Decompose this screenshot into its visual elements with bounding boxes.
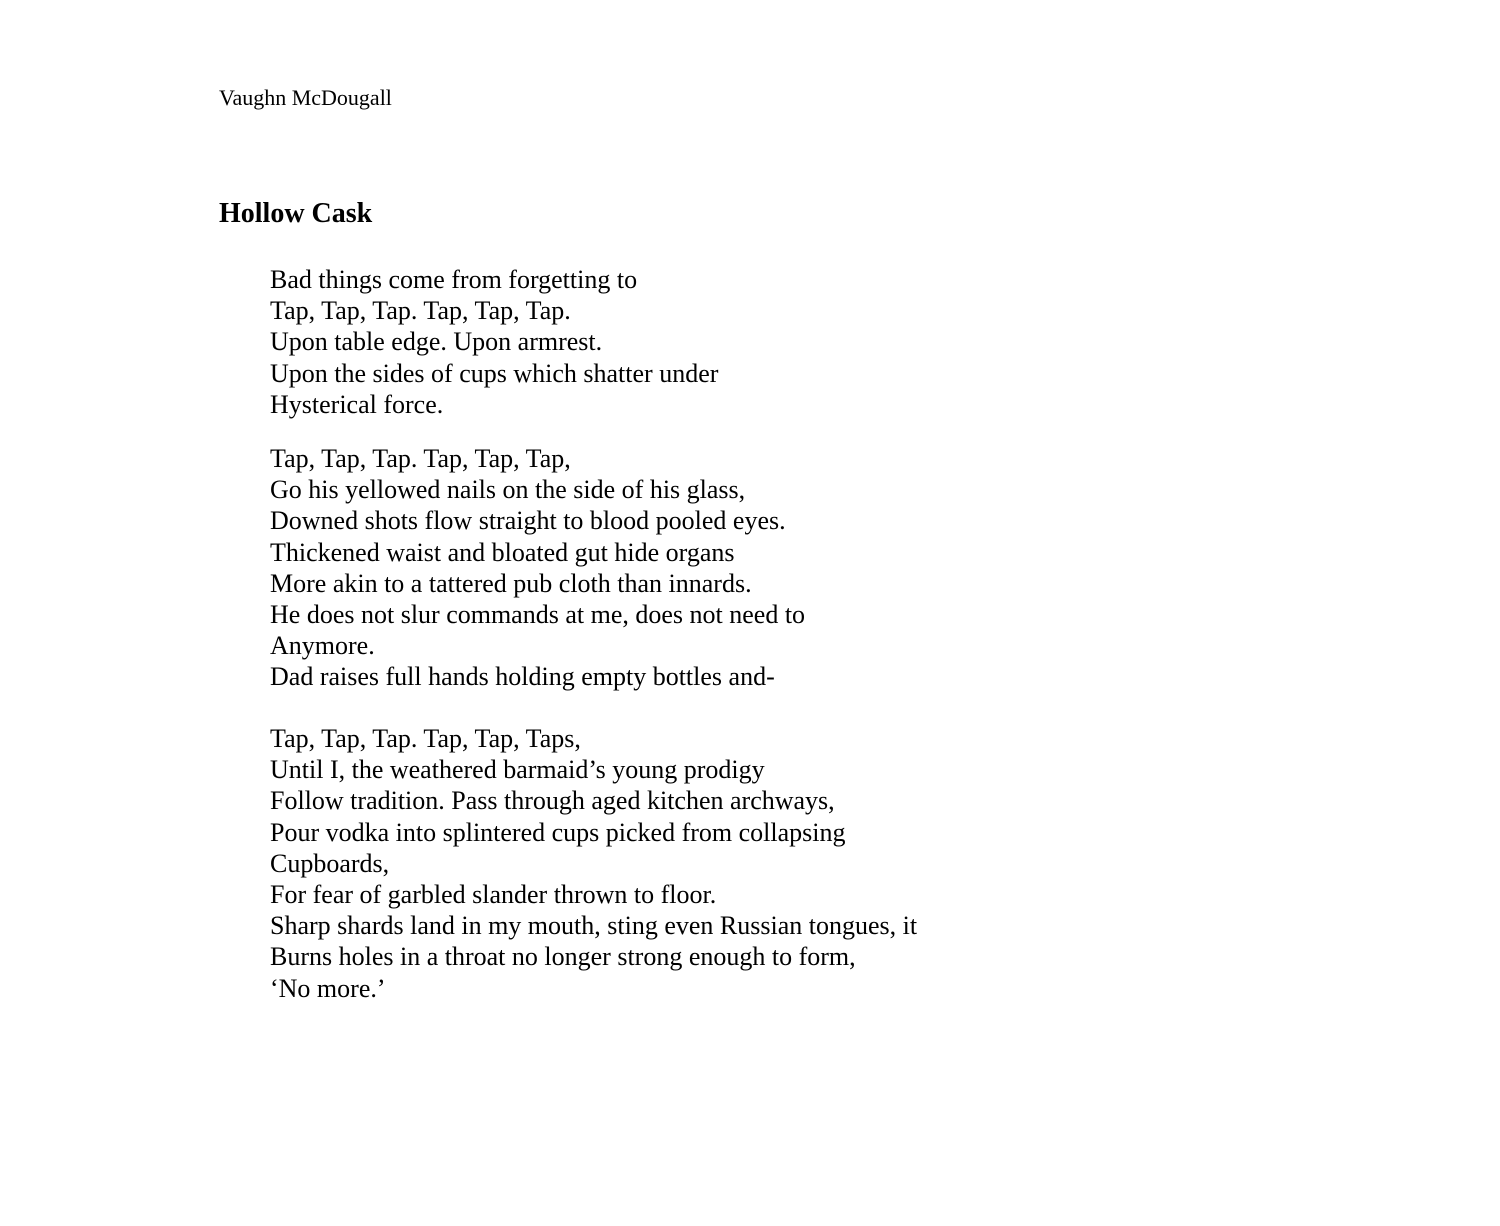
poem-line: Burns holes in a throat no longer strong enough to form, (270, 942, 856, 972)
poem-line: For fear of garbled slander thrown to floor. (270, 879, 717, 909)
poem-line: Sharp shards land in my mouth, sting even Russian tongues, it (270, 911, 918, 941)
poem-line: Thickened waist and bloated gut hide organs (270, 537, 735, 567)
stanza (270, 723, 917, 1004)
poem-line: Anymore. (270, 631, 375, 661)
poem-line: Upon the sides of cups which shatter under (270, 358, 719, 388)
poem-line: Tap, Tap, Tap. Tap, Tap, Tap, (270, 444, 571, 473)
stanza (270, 264, 718, 420)
poem-line: Dad raises full hands holding empty bottles and- (270, 662, 775, 692)
poem-line: Follow tradition. Pass through aged kitchen archways, (270, 786, 835, 816)
poem-line: Bad things come from forgetting to (270, 265, 638, 294)
poem-line: Hysterical force. (270, 389, 444, 419)
poem-line: Cupboards, (270, 848, 390, 878)
poem-title: Hollow Cask (219, 198, 373, 229)
poem-line: ‘No more.’ (270, 973, 386, 1003)
poem-line: Downed shots flow straight to blood pooled eyes. (270, 506, 786, 536)
author-name: Vaughn McDougall (219, 85, 392, 110)
poem-line: Tap, Tap, Tap. Tap, Tap, Taps, (270, 724, 581, 753)
poem-line: Until I, the weathered barmaid’s young prodigy (270, 755, 765, 785)
stanza (270, 443, 805, 693)
poem-line: Upon table edge. Upon armrest. (270, 327, 603, 357)
poem-line: Go his yellowed nails on the side of his glass, (270, 475, 746, 505)
poem-line: He does not slur commands at me, does not need to (270, 599, 806, 629)
poem-line: More akin to a tattered pub cloth than innards. (270, 568, 752, 598)
poem-line: Tap, Tap, Tap. Tap, Tap, Tap. (270, 296, 571, 326)
poem-line: Pour vodka into splintered cups picked from collapsing (270, 817, 846, 847)
